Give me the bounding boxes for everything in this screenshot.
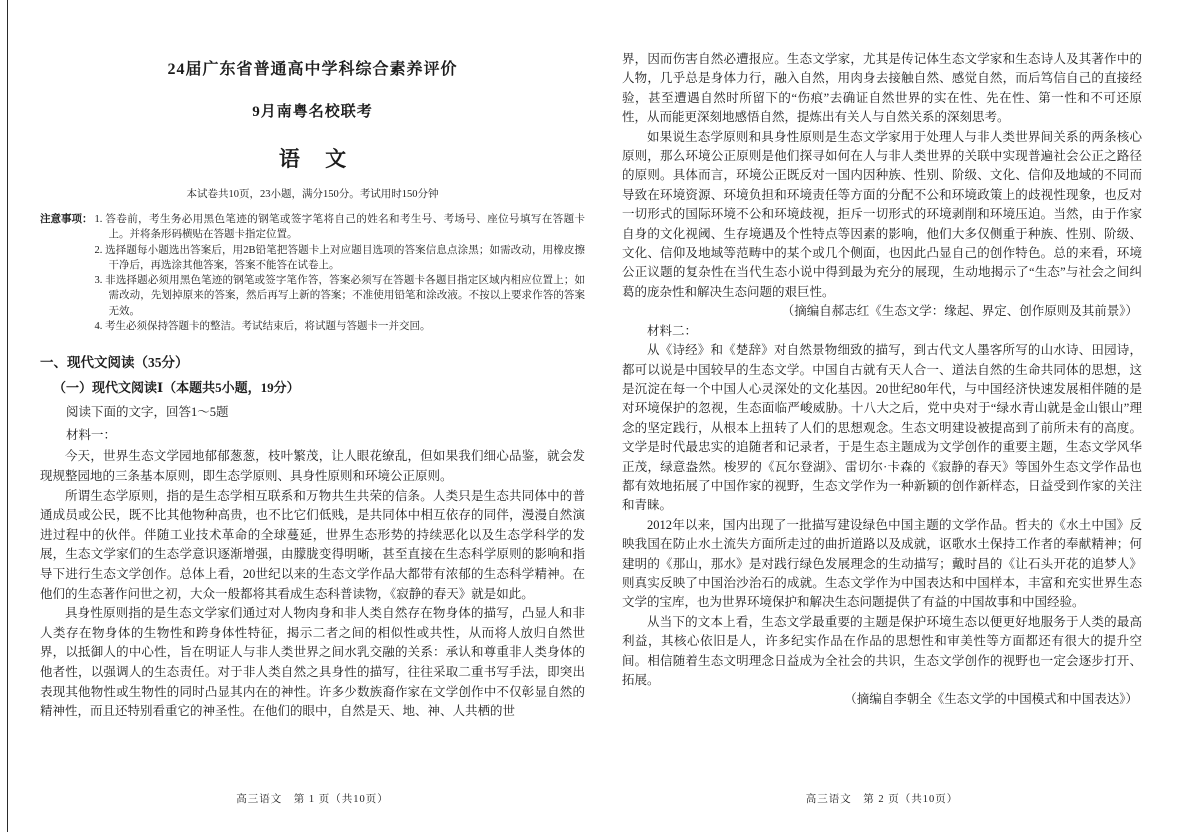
body-paragraph: 从当下的文本上看，生态文学最重要的主题是保护环境生态以便更好地服务于人类的最高利益，其核心依旧是人，许多纪实作品在作品的思想性和审美性等方面都还有很大的提升空间。相信随着生态文明理念日益成为全社会的共识，生态文学创作的视野也一定会逐步打开、拓展。 (622, 614, 1142, 687)
body-paragraph: 今天，世界生态文学园地郁郁葱葱，枝叶繁茂，让人眼花缭乱，但如果我们细心品鉴，就会发现规整园地的三条基本原则，即生态学原则、具身性原则和环境公正原则。 (40, 449, 585, 483)
page2-footer: 高三语文 第 2 页（共10页） (805, 794, 959, 805)
exam-page-2 (622, 0, 1142, 832)
notice-list (95, 212, 586, 334)
page2-body (622, 0, 1142, 710)
material1-label: 材料一： (66, 428, 117, 443)
page2-material2-text (622, 341, 1142, 690)
exam-info-line: 本试卷共10页，23小题，满分150分。考试用时150分钟 (186, 189, 439, 200)
page1-footer: 高三语文 第 1 页（共10页） (236, 794, 389, 805)
notice-block (40, 212, 585, 334)
section-title: 一、现代文阅读（35分） (40, 355, 189, 371)
body-paragraph: 具身性原则指的是生态文学家们通过对人物肉身和非人类自然存在物身体的描写，凸显人和非人类存在物身体的生物性和跨身体性特征，揭示二者之间的相似性或共性，从而将人放归自然世界，以抵御人的中心性，旨在明证人与非人类世界之间水乳交融的关系：承认和尊重非人类身体的他者性，以强调人的生态责任。对于非人类自然之具身性的描写，往往采取二重书写手法，即突出表现其他物性或生物性的同时凸显其内在的神性。许多少数族裔作家在文学创作中不仅彰显自然的精神性，而且还特别看重它的神圣性。在他们的眼中，自然是天、地、神、人共栖的世 (40, 606, 585, 719)
exam-title-line1: 24届广东省普通高中学科综合素养评价 (167, 61, 458, 78)
notice-item: 3. 非选择题必须用黑色笔迹的钢笔或签字笔作答，答案必须写在答题卡各题目指定区域内相应位置上；如需改动，先划掉原来的答案，然后再写上新的答案；不准使用铅笔和涂改液。不按以上要求作答的答案无效。 (94, 275, 585, 317)
body-paragraph: 2012年以来，国内出现了一批描写建设绿色中国主题的文学作品。哲夫的《水土中国》反映我国在防止水土流失方面所走过的曲折道路以及成就，讴歌水土保持工作者的奉献精神；何建明的《那山，那水》是对践行绿色发展理念的生动描写；戴时昌的《让石头开花的追梦人》则真实反映了中国治沙治石的成就。生态文学作为中国表达和中国样本，丰富和充实世界生态文学的宝库，也为世界环境保护和解决生态问题提供了有益的中国故事和中国经验。 (622, 517, 1142, 610)
exam-page-1 (40, 0, 585, 832)
body-paragraph: 界，因而伤害自然必遭报应。生态文学家，尤其是传记体生态文学家和生态诗人及其著作中的人物，几乎总是身体力行，融入自然，用肉身去接触自然、感觉自然，而后笃信自己的直接经验，甚至遭遇自然时所留下的“伤痕”去确证自然世界的实在性、先在性、第一性和不可还原性，从而能更深刻地感悟自然，提炼出有关人与自然关系的深刻思考。 (622, 52, 1142, 125)
page2-continued-text (622, 50, 1142, 302)
notice-item: 2. 选择题每小题选出答案后，用2B铅笔把答题卡上对应题目选项的答案信息点涂黑；如需改动，用橡皮擦干净后，再选涂其他答案，答案不能答在试卷上。 (94, 244, 585, 271)
notice-item: 1. 答卷前，考生务必用黑色笔迹的钢笔或签字笔将自己的姓名和考生号、考场号、座位号填写在答题卡上。并将条形码横贴在答题卡指定位置。 (94, 214, 585, 241)
body-paragraph: 从《诗经》和《楚辞》对自然景物细致的描写，到古代文人墨客所写的山水诗、田园诗，都可以说是中国较早的生态文学。中国自古就有天人合一、道法自然的生命共同体的思想，这是沉淀在每一个中国人心灵深处的文化基因。20世纪80年代，与中国经济快速发展相伴随的是对环境保护的忽视，生态面临严峻威胁。十八大之后，党中央对于“绿水青山就是金山银山”理念的坚定践行，从根本上扭转了人们的思想观念。生态文明建设被提高到了前所未有的高度。文学是时代最忠实的追随者和记录者，于是生态主题成为文学创作的重要主题，生态文学风华正茂，绿意盎然。梭罗的《瓦尔登湖》、雷切尔·卡森的《寂静的春天》等国外生态文学作品也都有效地拓展了中国作家的视野，生态文学作为一种新颖的创作新样态，日益受到作家的关注和青睐。 (622, 343, 1142, 513)
notice-label: 注意事项： (40, 214, 93, 225)
page1-body-text (40, 447, 585, 721)
citation-material1: （摘编自郝志红《生态文学：缘起、界定、创作原则及其前景》） (781, 304, 1138, 319)
material2-label: 材料二： (647, 323, 698, 338)
subject-title: 语 文 (278, 147, 357, 171)
body-paragraph: 所谓生态学原则，指的是生态学相互联系和万物共生共荣的信条。人类只是生态共同体中的普通成员或公民，既不比其他物种高贵，也不比它们低贱，是共同体中相互依存的同伴，漫漫自然演进过程中的伙伴。伴随工业技术革命的全球蔓延，世界生态形势的持续恶化以及生态学科学的发展，生态文学家们的生态学意识逐渐增强，由朦胧变得明晰，甚至直接在生态科学原则的影响和指导下进行生态文学创作。总体上看，20世纪以来的生态文学作品大都带有浓郁的生态科学精神。在他们的生态著作问世之初，大众一般都将其看成生态科普读物，《寂静的春天》就是如此。 (40, 488, 585, 601)
reading-instruction: 阅读下面的文字，回答1～5题 (66, 405, 229, 420)
citation-material2: （摘编自李朝全《生态文学的中国模式和中国表达》） (844, 692, 1138, 707)
body-paragraph: 如果说生态学原则和具身性原则是生态文学家用于处理人与非人类世界间关系的两条核心原则，那么环境公正原则是他们探寻如何在人与非人类世界的关联中实现普遍社会公正之路径的原则。具体而言，环境公正既反对一国内因种族、性别、阶级、文化、信仰及地域的不同而导致在环境资源、环境负担和环境责任等方面的分配不公和环境政策上的歧视性现象，也反对一切形式的国际环境不公和环境歧视，拒斥一切形式的环境剥削和环境压迫。当然，由于作家自身的文化视阈、生存境遇及个性特点等因素的影响，他们大多仅侧重于种族、性别、阶级、文化、信仰及地域等范畴中的某个或几个侧面，也因此凸显自己的创作特色。总的来看，环境公正议题的复杂性在当代生态小说中得到最为充分的展现，生动地揭示了“生态”与社会之间纠葛的庞杂性和解决生态问题的艰巨性。 (622, 129, 1142, 299)
scan-border-line (7, 0, 8, 832)
exam-title-line2: 9月南粤名校联考 (252, 104, 373, 120)
notice-item: 4. 考生必须保持答题卡的整洁。考试结束后，将试题与答题卡一并交回。 (94, 321, 431, 333)
subsection-title: （一）现代文阅读Ⅰ（本题共5小题，19分） (53, 380, 300, 396)
